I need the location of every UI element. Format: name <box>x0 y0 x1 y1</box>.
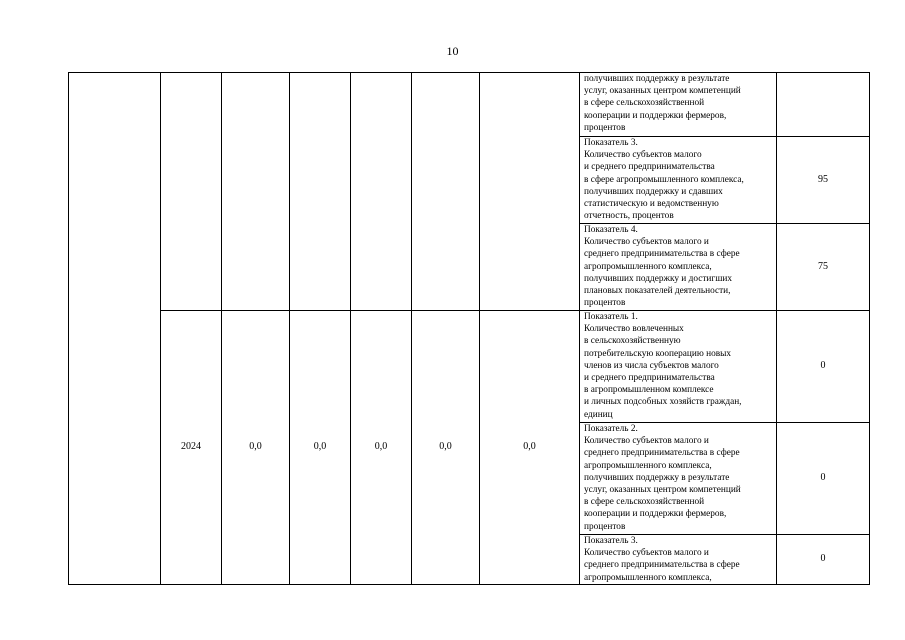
indicator-value: 95 <box>777 137 870 224</box>
table-row <box>69 311 870 423</box>
indicator-description: Показатель 4. Количество субъектов малого и среднего предпринимательства в сфере агропромышленного комплекса, получивших поддержку и достигших плановых показателей деятельности, процентов <box>580 224 777 311</box>
page-number: 10 <box>446 44 459 58</box>
indicator-value: 0 <box>777 423 870 535</box>
year-cell: 2024 <box>161 311 222 585</box>
indicator-value <box>777 73 870 137</box>
amount-cell-4: 0,0 <box>412 311 480 585</box>
amount-cell-prev-3 <box>351 73 412 311</box>
indicator-value: 75 <box>777 224 870 311</box>
amount-cell-3: 0,0 <box>351 311 412 585</box>
indicator-description: получивших поддержку в результате услуг, оказанных центром компетенций в сфере сельскохозяйственной кооперации и поддержки фермеров, процентов <box>580 73 777 137</box>
amount-cell-1: 0,0 <box>222 311 290 585</box>
amount-cell-2: 0,0 <box>290 311 351 585</box>
indicator-value: 0 <box>777 535 870 585</box>
amount-cell-prev-2 <box>290 73 351 311</box>
program-name-cell <box>69 73 161 585</box>
indicator-description: Показатель 3. Количество субъектов малого и среднего предпринимательства в сфере агропромышленного комплекса, получивших поддержку и сдавших статистическую и ведомственную отчетность, процентов <box>580 137 777 224</box>
amount-cell-prev-4 <box>412 73 480 311</box>
amount-cell-prev-1 <box>222 73 290 311</box>
program-table <box>68 72 870 585</box>
year-cell-prev <box>161 73 222 311</box>
amount-cell-5: 0,0 <box>480 311 580 585</box>
table-row <box>69 73 870 137</box>
amount-cell-prev-5 <box>480 73 580 311</box>
indicator-description: Показатель 3. Количество субъектов малого и среднего предпринимательства в сфере агропромышленного комплекса, <box>580 535 777 585</box>
indicator-value: 0 <box>777 311 870 423</box>
indicator-description: Показатель 1. Количество вовлеченных в сельскохозяйственную потребительскую кооперацию новых членов из числа субъектов малого и среднего предпринимательства в агропромышленном комплексе и личных подсобных хозяйств граждан, единиц <box>580 311 777 423</box>
indicator-description: Показатель 2. Количество субъектов малого и среднего предпринимательства в сфере агропромышленного комплекса, получивших поддержку в результате услуг, оказанных центром компетенций в сфере сельскохозяйственной кооперации и поддержки фермеров, процентов <box>580 423 777 535</box>
